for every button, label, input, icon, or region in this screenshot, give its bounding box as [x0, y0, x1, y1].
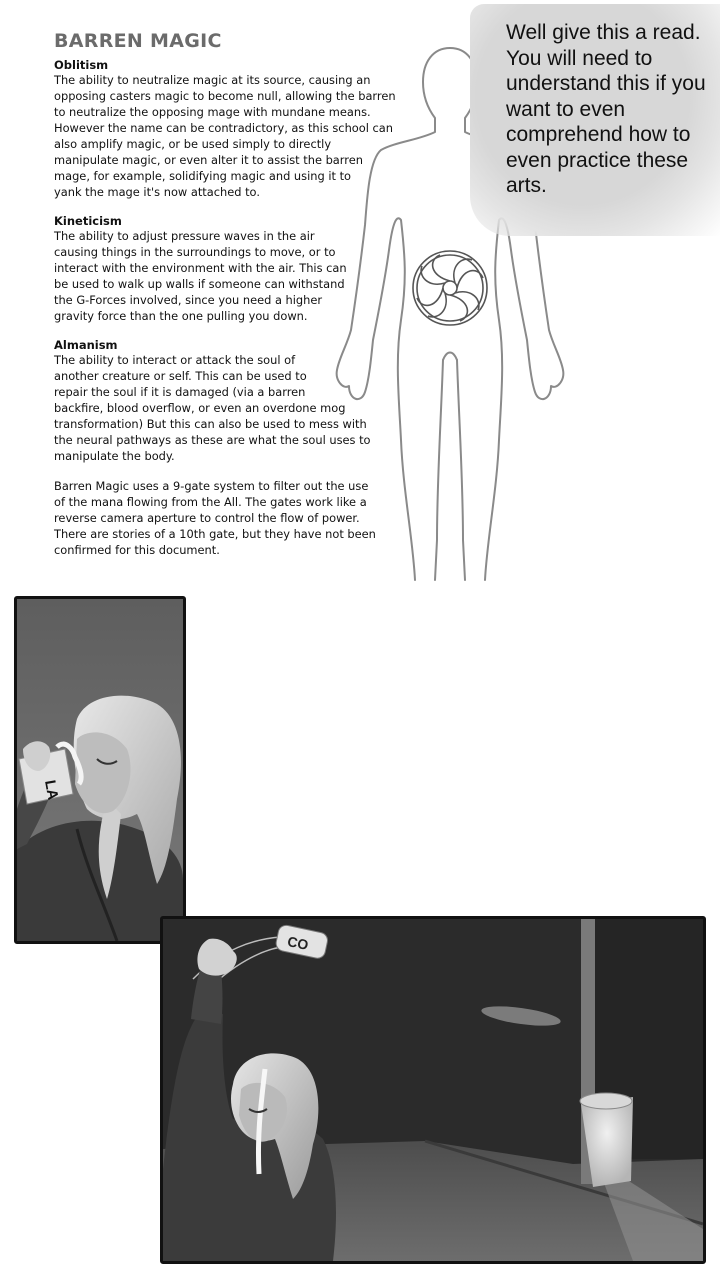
cup-label: LA	[41, 778, 62, 802]
section-body: The ability to adjust pressure waves in the air causing things in the surroundings to move, or to interact with the environment with the air. This can be used to walk up walls if someone can withstand the G-Forces involved, since you need a higher gravity force than the one pulling you down.	[54, 229, 347, 323]
drinking-character-illustration	[17, 599, 183, 941]
comic-panel-throwing	[160, 916, 706, 1264]
document-title: BARREN MAGIC	[54, 30, 222, 52]
speech-bubble-text: Well give this a read. You will need to understand this if you want to even comprehend how to even practice these arts.	[506, 21, 706, 197]
closing-body: Barren Magic uses a 9-gate system to filter out the use of the mana flowing from the All. The gates work like a reverse camera aperture to control the flow of power. There are stories of a 10th gate, but they have not been confirmed for this document.	[54, 479, 376, 557]
section-heading: Almanism	[54, 338, 118, 352]
can-label: CO	[286, 932, 310, 954]
speech-bubble	[470, 4, 720, 236]
section-body: The ability to interact or attack the soul of another creature or self. This can be used to repair the soul if it is damaged (via a barren backfire, blood overflow, or even an overdone mog transformation) But this can also be used to mess with the neural pathways as these are what the soul uses to manipulate the body.	[54, 353, 371, 463]
section-heading: Oblitism	[54, 58, 109, 72]
section-body: The ability to neutralize magic at its source, causing an opposing casters magic to become null, allowing the barren to neutralize the opposing mage with mundane means. However the name can be contradictory, as this school can also amplify magic, or be used simply to directly manipulate magic, or even alter it to assist the barren mage, for example, solidifying magic and using it to yank the mage it's now attached to.	[54, 73, 396, 199]
section-heading: Kineticism	[54, 214, 122, 228]
aperture-gate-icon	[413, 251, 487, 325]
throwing-character-illustration	[163, 919, 703, 1261]
comic-panel-drinking	[14, 596, 186, 944]
